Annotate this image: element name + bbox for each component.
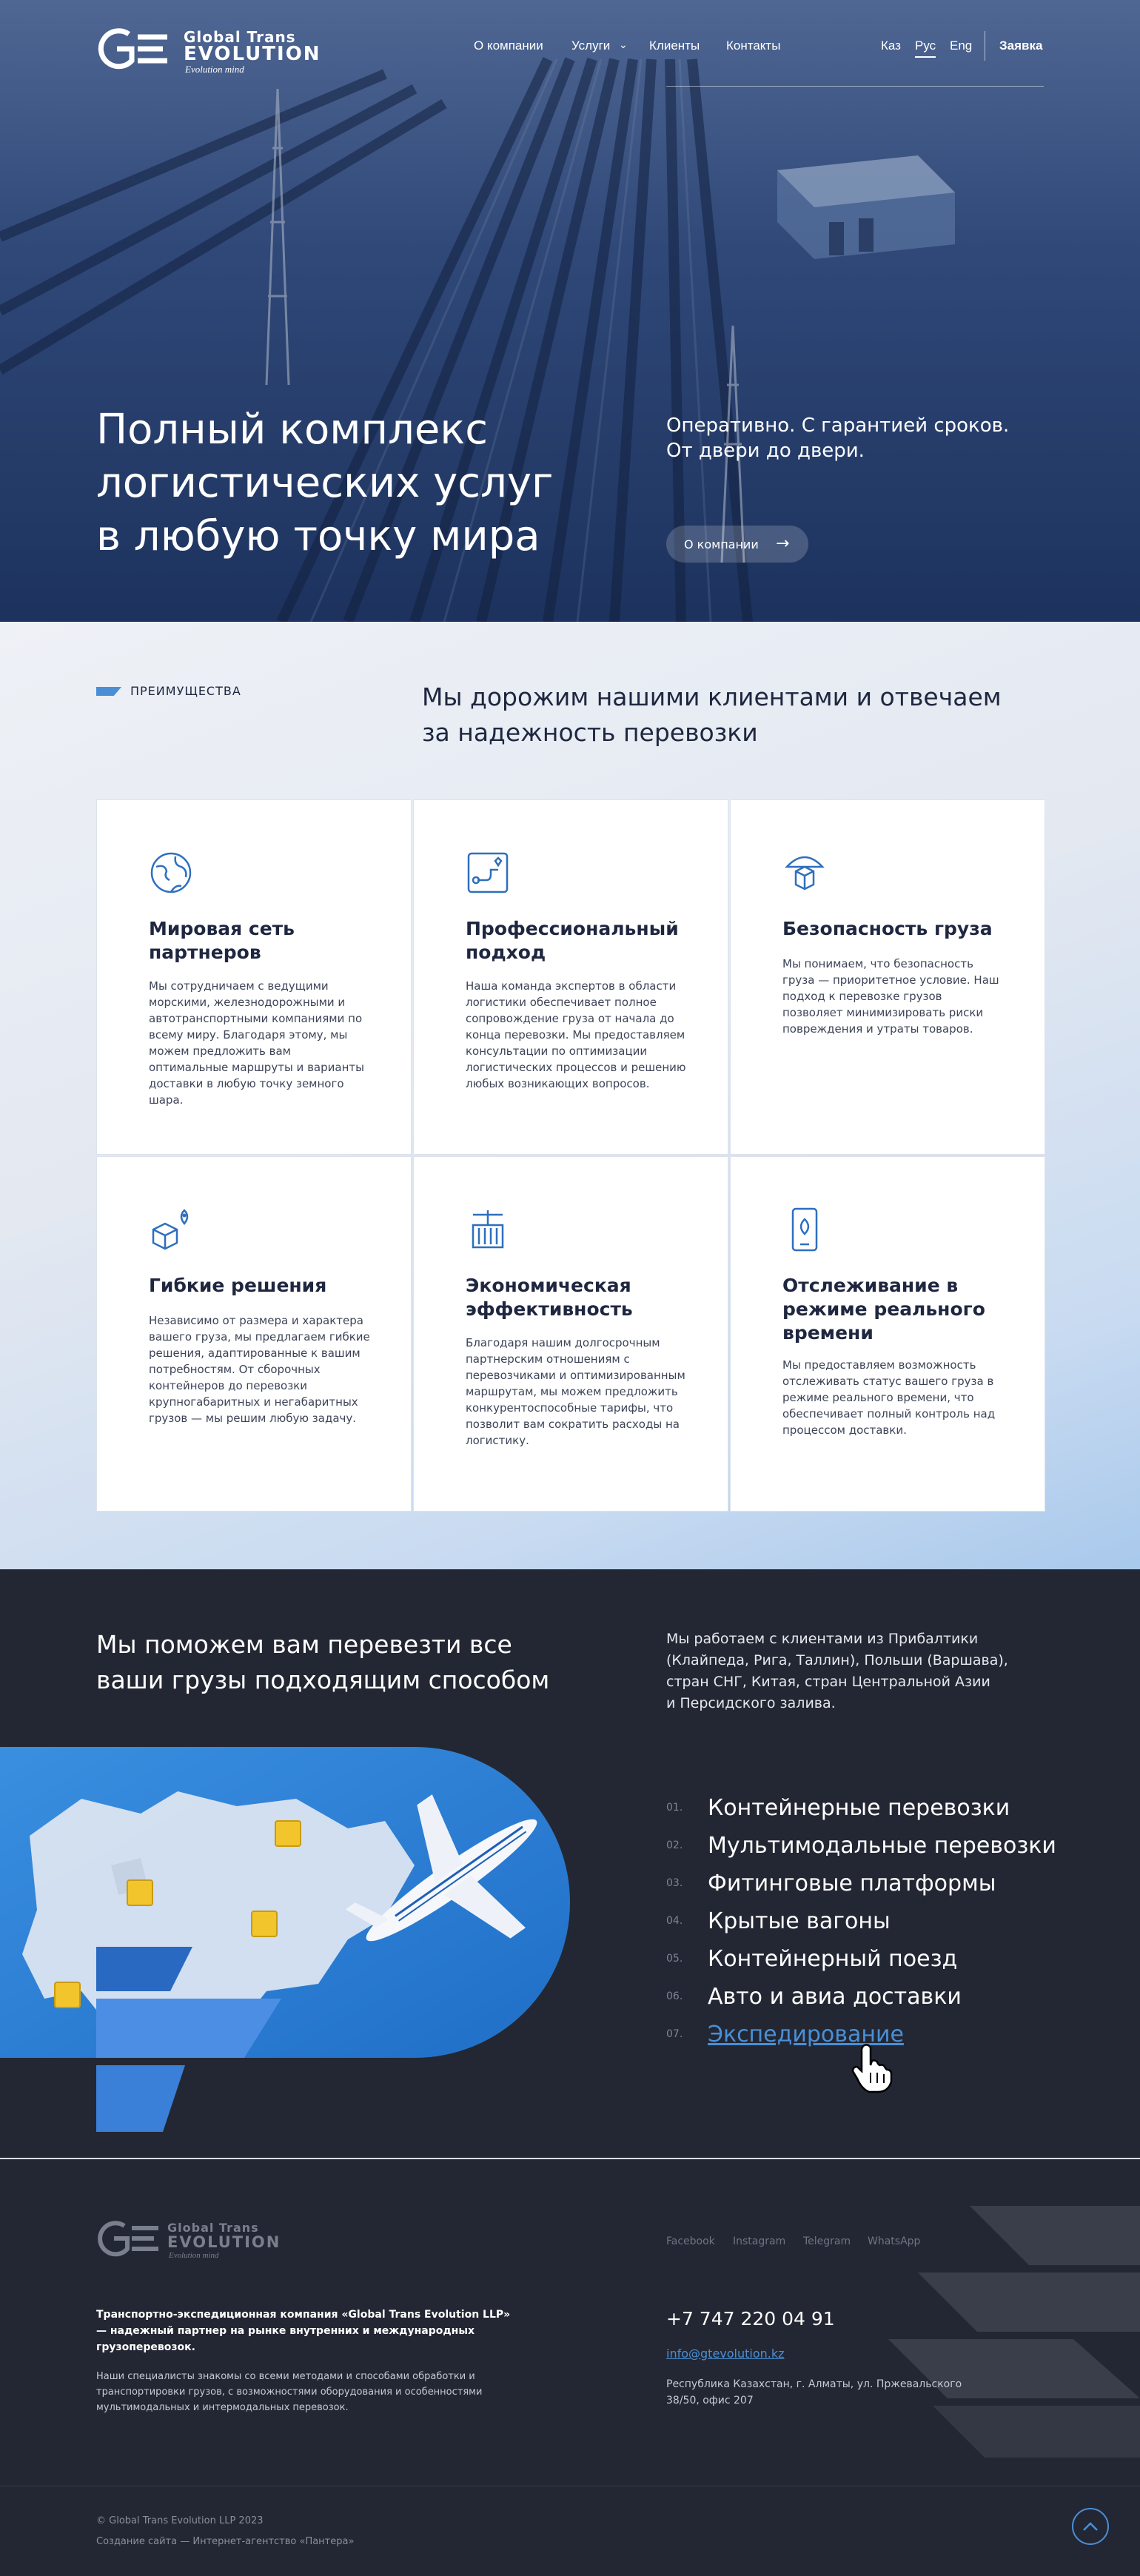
advantage-card [730,1156,1045,1512]
service-item-number: 06. [666,1990,683,2002]
arrow-right-icon: → [776,534,790,553]
scroll-top-button[interactable] [1072,2508,1109,2545]
logo-mark-icon [96,2221,160,2259]
service-item-label: Фитинговые платформы [708,1870,996,1896]
service-item[interactable] [666,1831,1056,1860]
advantage-card-title: Гибкие решения [149,1275,327,1296]
hero-title-line: логистических услуг [96,459,554,507]
service-item-label: Экспедирование [708,2021,904,2047]
advantages-heading-line: за надежность перевозки [422,718,758,747]
nav-contacts[interactable]: Контакты [726,38,781,53]
footer-about-bold: Транспортно-экспедиционная компания «Global Trans Evolution LLP» — надежный партнер на рынке внутренних и международных грузоперевозок. [96,2309,511,2353]
section-label: ПРЕИМУЩЕСТВА [130,684,241,698]
logo-line1: Global Trans [184,28,296,46]
europe-map-plane-image [0,1747,577,2132]
services-heading-line: Мы поможем вам перевезти все [96,1630,512,1659]
nav-about[interactable]: О компании [474,38,543,53]
services-intro-line: Мы работаем с клиентами из Прибалтики [666,1631,979,1647]
logo-mark-icon [96,28,170,73]
advantage-card [413,799,728,1155]
social-whatsapp[interactable]: WhatsApp [868,2235,921,2247]
service-item[interactable] [666,1982,962,2011]
route-map-icon [466,851,510,895]
footer-logo-line1: Global Trans [167,2221,259,2235]
service-item-number: 03. [666,1877,683,1889]
advantage-card-title: Экономическая эффективность [466,1275,633,1320]
service-item[interactable] [666,1944,957,1973]
service-item-number: 07. [666,2028,683,2040]
advantage-card [730,799,1045,1155]
advantage-card-title: Безопасность груза [782,918,993,939]
advantages-heading [422,680,1059,751]
section-label-mark [96,687,121,696]
hero-subtitle-line: От двери до двери. [666,440,865,462]
hand-cursor-icon [850,2043,894,2095]
service-item-number: 05. [666,1953,683,1965]
advantage-card-title: Профессиональный подход [466,918,679,963]
footer-decoration [888,2206,1140,2458]
social-instagram[interactable]: Instagram [733,2235,786,2247]
site-credit[interactable]: Создание сайта — Интернет-агентство «Пантера» [96,2536,355,2547]
boxes-location-icon [149,1207,193,1252]
advantage-card [96,1156,412,1512]
lang-rus[interactable]: Рус [915,38,936,58]
nav-services[interactable]: Услуги [571,38,611,53]
advantages-heading-line: Мы дорожим нашими клиентами и отвечаем [422,682,1002,711]
footer-about-text: Наши специалисты знакомы со всеми методами и способами обработки и транспортировки грузов, с возможностями оборудования и особенностями мультимодальных и интермодальных перевозок. [96,2371,483,2413]
hero-subtitle-line: Оперативно. С гарантией сроков. [666,415,1010,437]
about-button-label: О компании [684,537,759,551]
hero-title [96,403,614,563]
advantage-card-text: Благодаря нашим долгосрочным партнерским отношениям с перевозчиками и оптимизированным маршрутам, мы можем предложить конкурентоспособные тарифы, что позволит вам сократить расходы на логистику. [466,1336,685,1447]
service-item-label: Крытые вагоны [708,1908,891,1934]
section-divider [0,2158,1140,2159]
services-intro-line: (Клайпеда, Рига, Таллин), Польши (Варшава), [666,1652,1008,1668]
service-item-number: 01. [666,1802,683,1814]
header-underline [666,86,1044,87]
footer [0,2161,1140,2576]
advantage-card [413,1156,728,1512]
footer-logo[interactable] [96,2221,318,2265]
footer-address-line: Республика Казахстан, г. Алматы, ул. Пржевальского [666,2378,962,2390]
advantage-card-text: Наша команда экспертов в области логистики обеспечивает полное сопровождение груза от начала до конца перевозки. Мы предоставляем консультации по оптимизации логистических процессов и решению любых возникающих вопросов. [466,979,686,1090]
advantages-section [0,622,1140,1569]
service-item-number: 04. [666,1915,683,1927]
footer-address-line: 38/50, офис 207 [666,2395,754,2406]
advantage-card-title: Мировая сеть партнеров [149,918,295,963]
request-button[interactable]: Заявка [999,38,1043,53]
about-button[interactable] [666,526,808,563]
services-heading-line: ваши грузы подходящим способом [96,1666,550,1694]
footer-logo-line2: EVOLUTION [167,2233,281,2251]
service-item[interactable] [666,1906,891,1936]
phone-tracking-icon [782,1207,827,1252]
services-intro-line: и Персидского залива. [666,1695,836,1711]
service-item[interactable] [666,1868,996,1898]
advantage-card [96,799,412,1155]
hero-title-line: Полный комплекс [96,406,488,454]
advantage-card-text: Мы предоставляем возможность отслеживать статус вашего груза в режиме реального времени, что обеспечивает полный контроль над процессом доставки. [782,1358,996,1437]
service-item-number: 02. [666,1839,683,1851]
advantage-card-text: Мы понимаем, что безопасность груза — приоритетное условие. Наш подход к перевозке грузов позволяет минимизировать риски повреждения и утраты товаров. [782,957,999,1036]
advantage-card-text: Мы сотрудничаем с ведущими морскими, железнодорожными и автотранспортными компаниями по всему миру. Благодаря этому, мы можем предложить вам оптимальные маршруты и варианты доставки в любую точку земного шара. [149,979,364,1107]
copyright: © Global Trans Evolution LLP 2023 [96,2515,264,2526]
hero-subtitle [666,413,1036,463]
social-telegram[interactable]: Telegram [803,2235,851,2247]
service-item-label: Авто и авиа доставки [708,1983,962,2010]
service-item-label: Мультимодальные перевозки [708,1832,1056,1859]
container-crane-icon [466,1207,510,1252]
services-intro [666,1629,1081,1714]
footer-email[interactable]: info@gtevolution.kz [666,2347,785,2361]
footer-address [666,2376,1007,2409]
advantage-card-title: Отслеживание в режиме реального времени [782,1275,985,1344]
social-facebook[interactable]: Facebook [666,2235,715,2247]
logo-line2: EVOLUTION [184,43,321,65]
logo[interactable] [96,27,348,74]
nav-clients[interactable]: Клиенты [649,38,700,53]
service-item-label: Контейнерные перевозки [708,1794,1010,1821]
logo-tagline: Evolution mind [185,64,244,75]
umbrella-box-icon [782,851,827,895]
services-heading [96,1627,614,1698]
advantage-card-text: Независимо от размера и характера вашего груза, мы предлагаем гибкие решения, адаптированные к вашим потребностям. От сборочных контейнеров до перевозки крупногабаритных и негабаритных грузов — мы решим любую задачу. [149,1314,370,1425]
lang-kaz[interactable]: Каз [881,38,901,53]
hero-section [0,0,1140,622]
hero-title-line: в любую точку мира [96,512,540,560]
services-section [0,1569,1140,2161]
chevron-down-icon[interactable]: ⌄ [619,38,628,50]
service-item[interactable] [666,1793,1010,1822]
footer-phone[interactable]: +7 747 220 04 91 [666,2308,835,2330]
chevron-up-icon [1082,2521,1099,2532]
lang-eng[interactable]: Eng [950,38,973,53]
globe-icon [149,851,193,895]
services-intro-line: стран СНГ, Китая, стран Центральной Азии [666,1674,990,1690]
service-item-label: Контейнерный поезд [708,1945,958,1972]
footer-logo-tagline: Evolution mind [169,2251,219,2260]
